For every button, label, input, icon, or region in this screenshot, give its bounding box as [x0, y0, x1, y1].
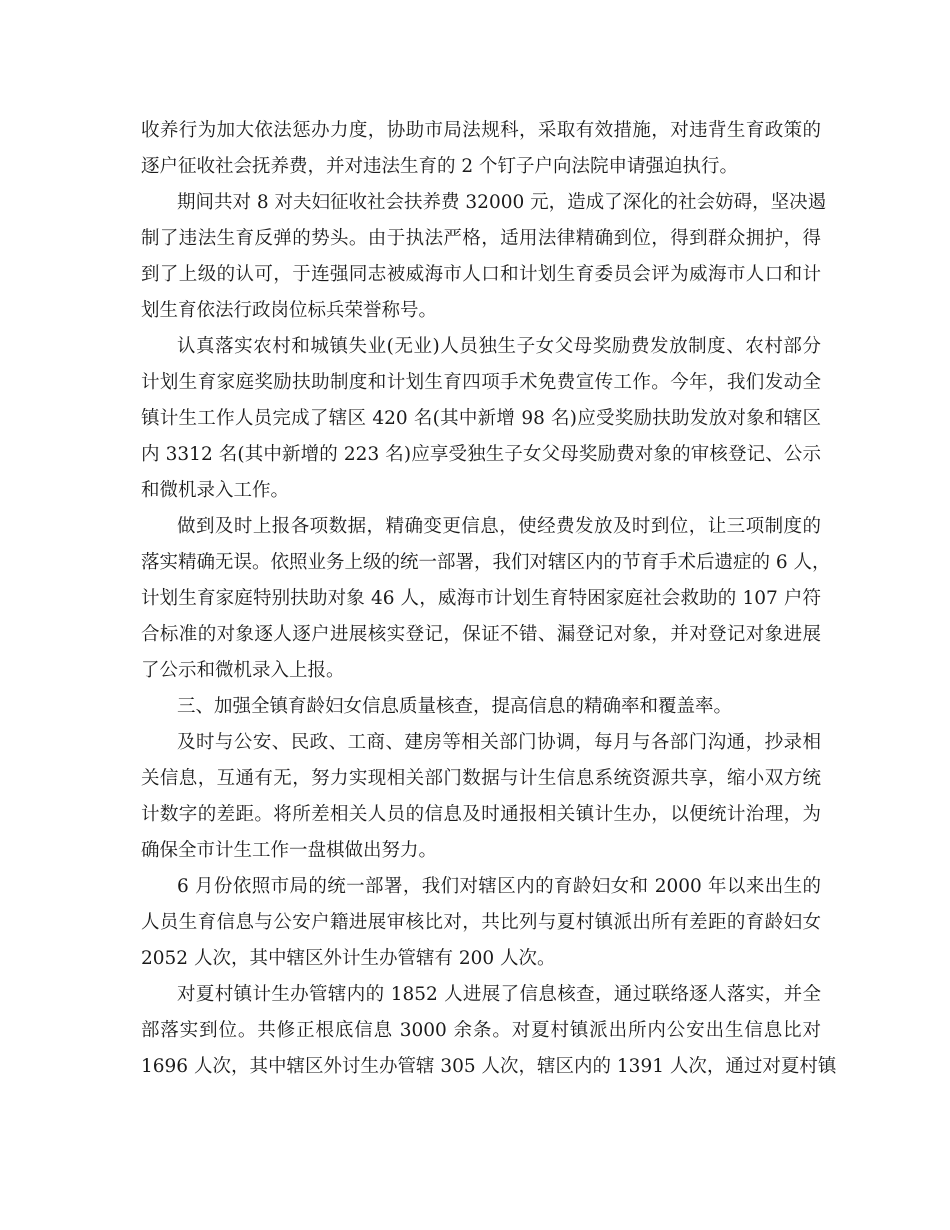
paragraph-line: 合标准的对象逐人逐户进展核实登记，保证不错、漏登记对象，并对登记对象进展	[141, 624, 821, 645]
paragraph-line: 及时与公安、民政、工商、建房等相关部门协调，每月与各部门沟通，抄录相	[177, 732, 821, 753]
paragraph-line: 6 月份依照市局的统一部署，我们对辖区内的育龄妇女和 2000 年以来出生的	[177, 876, 821, 897]
paragraph-line: 逐户征收社会抚养费，并对违法生育的 2 个钉子户向法院申请强迫执行。	[141, 156, 739, 177]
paragraph-line: 2052 人次，其中辖区外计生办管辖有 200 人次。	[141, 948, 556, 969]
paragraph-line: 到了上级的认可，于连强同志被威海市人口和计划生育委员会评为威海市人口和计	[141, 264, 821, 285]
paragraph-line: 人员生育信息与公安户籍进展审核比对，共比列与夏村镇派出所有差距的育龄妇女	[141, 912, 821, 933]
paragraph-line: 内 3312 名(其中新增的 223 名)应享受独生子女父母奖励费对象的审核登记、公示	[141, 444, 821, 465]
paragraph-line: 对夏村镇计生办管辖内的 1852 人进展了信息核查，通过联络逐人落实，并全	[177, 984, 821, 1005]
paragraph-line: 计划生育家庭特别扶助对象 46 人，威海市计划生育特困家庭社会救助的 107 户符	[141, 588, 821, 609]
paragraph-line: 部落实到位。共修正根底信息 3000 余条。对夏村镇派出所内公安出生信息比对	[141, 1020, 821, 1041]
paragraph-line: 和微机录入工作。	[141, 480, 290, 501]
paragraph-line: 计数字的差距。将所差相关人员的信息及时通报相关镇计生办，以便统计治理，为	[141, 804, 821, 825]
paragraph-line: 落实精确无误。依照业务上级的统一部署，我们对辖区内的节育手术后遗症的 6 人，	[141, 552, 831, 573]
section-heading: 三、加强全镇育龄妇女信息质量核查，提高信息的精确率和覆盖率。	[177, 696, 733, 717]
paragraph-line: 计划生育家庭奖励扶助制度和计划生育四项手术免费宣传工作。今年，我们发动全	[141, 372, 821, 393]
paragraph-line: 1696 人次，其中辖区外讨生办管辖 305 人次，辖区内的 1391 人次，通过对夏村镇	[141, 1056, 837, 1077]
paragraph-line: 关信息，互通有无，努力实现相关部门数据与计生信息系统资源共享，缩小双方统	[141, 768, 821, 789]
paragraph-line: 划生育依法行政岗位标兵荣誉称号。	[141, 300, 438, 321]
paragraph-line: 确保全市计生工作一盘棋做出努力。	[141, 840, 438, 861]
paragraph-line: 镇计生工作人员完成了辖区 420 名(其中新增 98 名)应受奖励扶助发放对象和辖区	[141, 408, 821, 429]
paragraph-line: 做到及时上报各项数据，精确变更信息，使经费发放及时到位，让三项制度的	[177, 516, 821, 537]
paragraph-line: 了公示和微机录入上报。	[141, 660, 345, 681]
paragraph-line: 制了违法生育反弹的势头。由于执法严格，适用法律精确到位，得到群众拥护，得	[141, 228, 821, 249]
paragraph-line: 收养行为加大依法惩办力度，协助市局法规科，采取有效措施，对违背生育政策的	[141, 120, 821, 141]
paragraph-line: 认真落实农村和城镇失业(无业)人员独生子女父母奖励费发放制度、农村部分	[177, 336, 821, 357]
paragraph-line: 期间共对 8 对夫妇征收社会扶养费 32000 元，造成了深化的社会妨碍，坚决遏	[177, 192, 827, 213]
